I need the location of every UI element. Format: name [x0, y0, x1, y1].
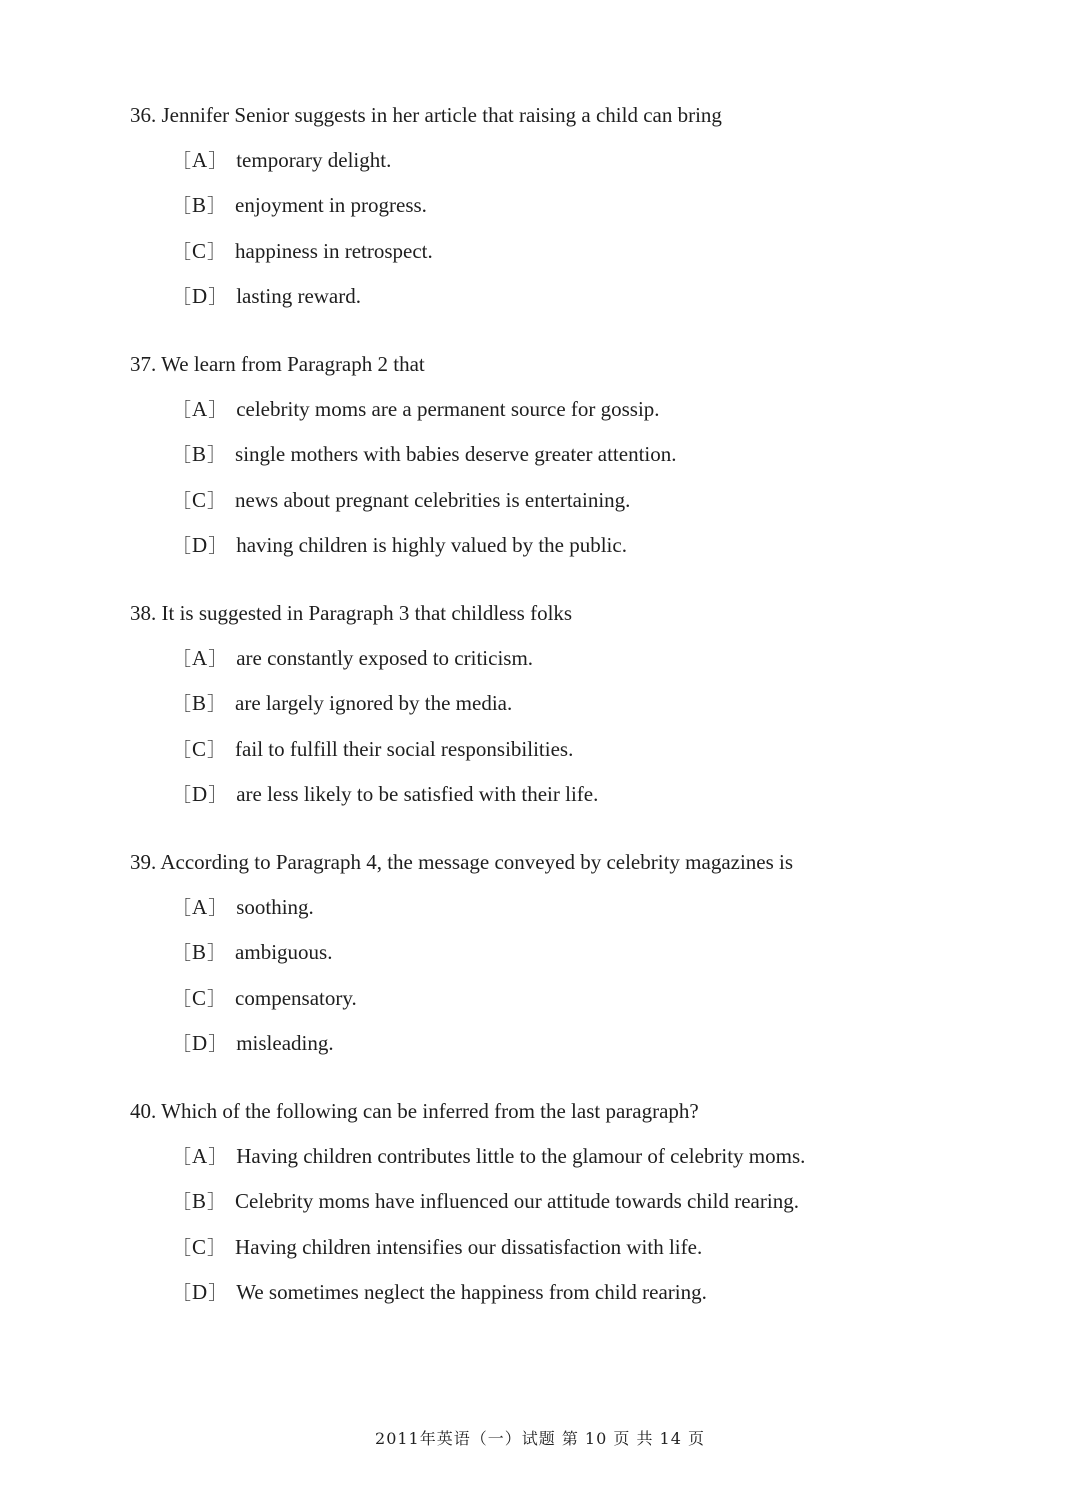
option-b [172, 191, 1010, 220]
question-37 [130, 350, 1010, 560]
option-letter: ［C］ [172, 736, 228, 761]
question-38 [130, 599, 1010, 809]
option-list [172, 893, 1010, 1059]
option-letter: ［A］ [172, 396, 229, 421]
option-c [172, 1233, 1010, 1262]
option-a [172, 893, 1010, 922]
option-letter: ［C］ [172, 985, 228, 1010]
option-letter: ［D］ [172, 782, 229, 806]
option-text: having children is highly valued by the public. [236, 533, 627, 557]
option-letter: ［D］ [172, 284, 229, 308]
question-number: 39 . [130, 850, 160, 874]
option-b [172, 440, 1010, 469]
option-b [172, 1187, 1010, 1216]
option-c [172, 486, 1010, 515]
question-stem [130, 599, 1010, 627]
option-letter: ［B］ [172, 442, 228, 466]
question-number: 40 . [130, 1099, 161, 1123]
page-footer: 2011年英语（一）试题 第 10 页 共 14 页 [375, 1429, 705, 1448]
option-list [172, 644, 1010, 810]
option-list [172, 146, 1010, 312]
option-a [172, 644, 1010, 673]
option-letter: ［A］ [172, 147, 229, 172]
question-39 [130, 848, 1010, 1058]
option-c [172, 984, 1010, 1013]
option-c [172, 735, 1010, 764]
option-letter: ［D］ [172, 1280, 229, 1304]
question-text: Jennifer Senior suggests in her article that raising a child can bring [161, 103, 722, 127]
option-letter: ［A］ [172, 645, 229, 670]
option-text: soothing. [236, 894, 314, 919]
option-text: are constantly exposed to criticism. [236, 645, 534, 670]
option-text: enjoyment in progress. [235, 193, 427, 217]
option-a [172, 1142, 1010, 1171]
option-text: lasting reward. [236, 284, 361, 308]
question-36 [130, 101, 1010, 311]
option-letter: ［C］ [172, 238, 228, 263]
question-text: Which of the following can be inferred from the last paragraph? [161, 1099, 699, 1123]
question-stem [130, 101, 1010, 129]
option-list [172, 395, 1010, 561]
option-text: news about pregnant celebrities is entertaining. [235, 487, 631, 512]
option-letter: ［D］ [172, 533, 229, 557]
option-text: temporary delight. [236, 147, 392, 172]
question-stem [130, 1097, 1010, 1125]
option-a [172, 395, 1010, 424]
option-letter: ［A］ [172, 894, 229, 919]
question-number: 37 . [130, 352, 161, 376]
option-letter: ［C］ [172, 1234, 228, 1259]
option-d [172, 531, 1010, 560]
option-c [172, 237, 1010, 266]
question-stem [130, 350, 1010, 378]
option-b [172, 689, 1010, 718]
question-text: According to Paragraph 4, the message conveyed by celebrity magazines is [160, 850, 794, 874]
question-stem [130, 848, 1010, 876]
question-40 [130, 1097, 1010, 1307]
option-text: single mothers with babies deserve greater attention. [235, 442, 677, 466]
option-d [172, 282, 1010, 311]
question-number: 36 . [130, 103, 162, 127]
option-text: Having children intensifies our dissatisfaction with life. [235, 1234, 703, 1259]
option-list [172, 1142, 1010, 1308]
option-text: Having children contributes little to the glamour of celebrity moms. [236, 1143, 806, 1168]
option-text: are less likely to be satisfied with their life. [236, 782, 599, 806]
option-text: celebrity moms are a permanent source for gossip. [236, 396, 660, 421]
option-text: fail to fulfill their social responsibilities. [235, 736, 574, 761]
option-letter: ［B］ [172, 940, 228, 964]
option-d [172, 780, 1010, 809]
option-text: We sometimes neglect the happiness from child rearing. [236, 1280, 707, 1304]
option-d [172, 1278, 1010, 1307]
option-text: misleading. [236, 1031, 334, 1055]
question-number: 38 . [130, 601, 162, 625]
option-b [172, 938, 1010, 967]
option-text: are largely ignored by the media. [235, 691, 513, 715]
question-text: It is suggested in Paragraph 3 that childless folks [161, 601, 573, 625]
option-letter: ［B］ [172, 691, 228, 715]
option-letter: ［C］ [172, 487, 228, 512]
option-text: happiness in retrospect. [235, 238, 433, 263]
option-letter: ［B］ [172, 1189, 228, 1213]
option-letter: ［A］ [172, 1143, 229, 1168]
option-letter: ［D］ [172, 1031, 229, 1055]
option-text: compensatory. [235, 985, 357, 1010]
option-d [172, 1029, 1010, 1058]
option-text: ambiguous. [235, 940, 333, 964]
option-text: Celebrity moms have influenced our attitude towards child rearing. [235, 1189, 799, 1213]
option-a [172, 146, 1010, 175]
question-text: We learn from Paragraph 2 that [161, 352, 425, 376]
option-letter: ［B］ [172, 193, 228, 217]
